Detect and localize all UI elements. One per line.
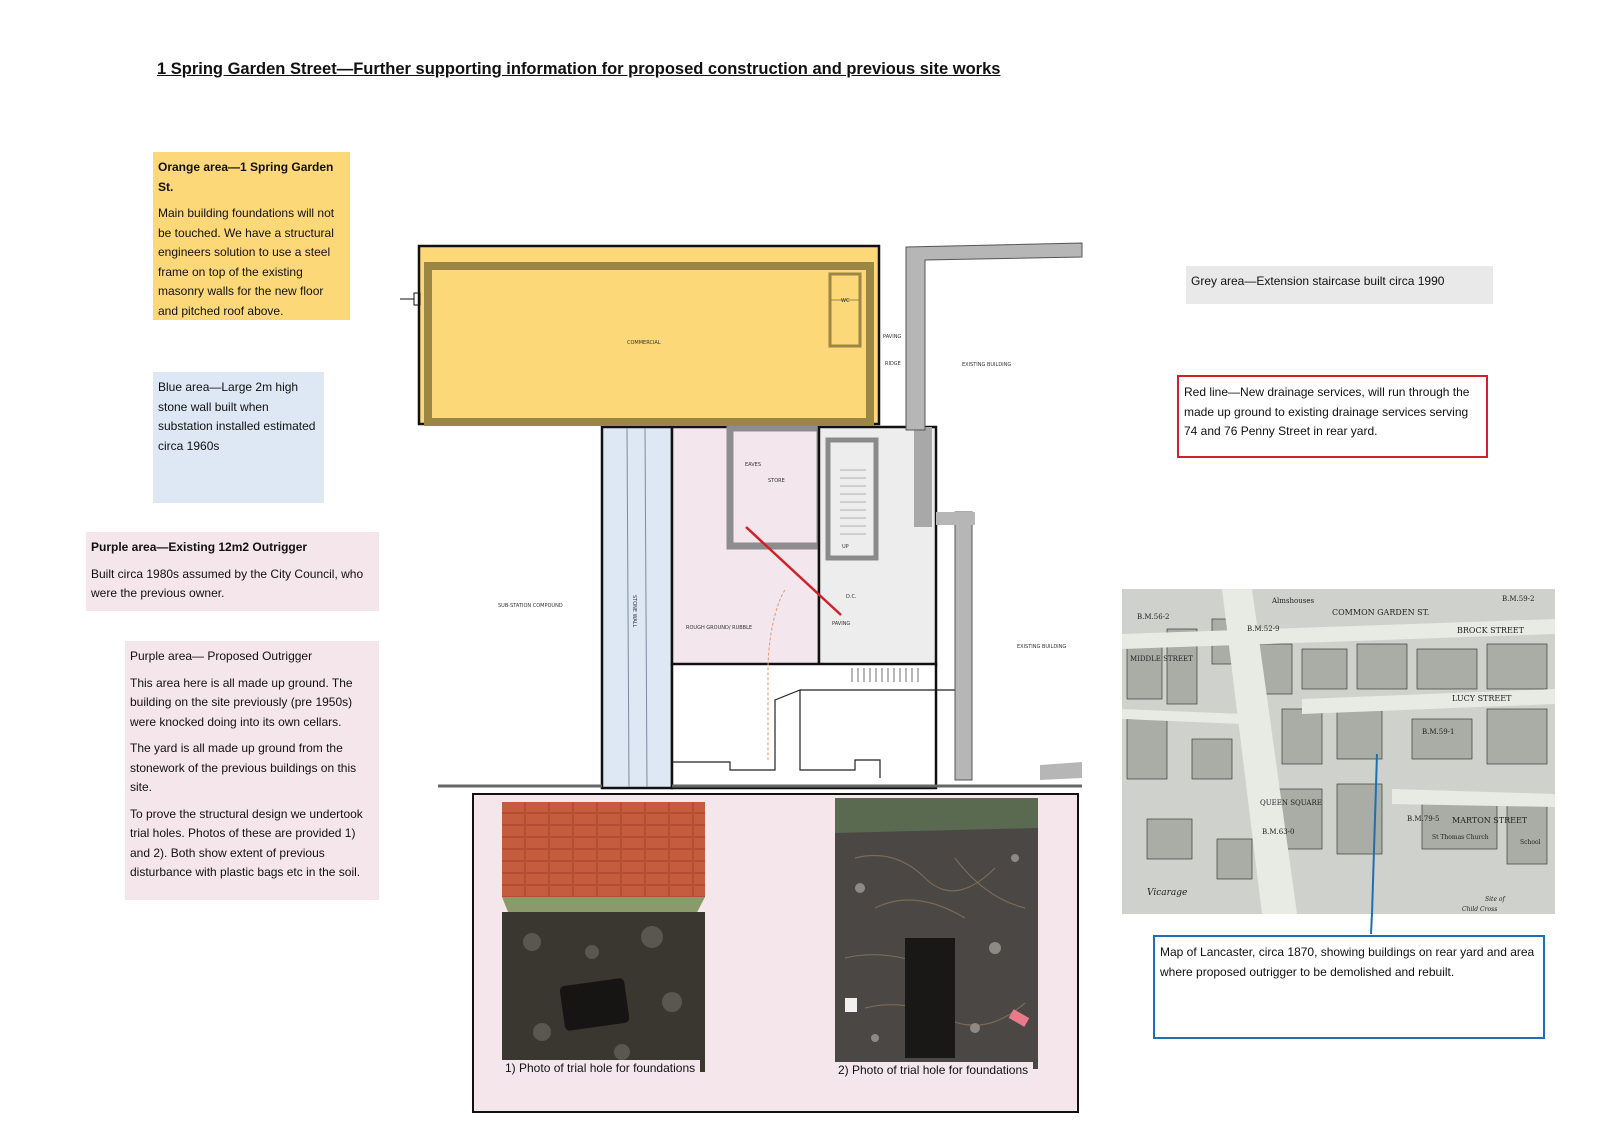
existing-building-label-1: EXISTING BUILDING (962, 362, 1012, 368)
map-note (1153, 935, 1545, 1039)
paving-label-2: PAVING (832, 621, 851, 627)
map-label-marton-street: MARTON STREET (1452, 816, 1528, 825)
photo-2-caption: 2) Photo of trial hole for foundations (833, 1062, 1033, 1078)
rough-ground-label: ROUGH GROUND/ RUBBLE (686, 625, 753, 631)
purple-existing-heading: Purple area—Existing 12m2 Outrigger (91, 540, 308, 554)
eaves-label: EAVES (745, 462, 762, 468)
map-label-st-thomas: St Thomas Church (1432, 834, 1489, 841)
existing-building-label-2: EXISTING BUILDING (1017, 644, 1067, 650)
dc-label: D.C. (846, 594, 857, 600)
map-label-bm1: B.M.56-2 (1137, 613, 1170, 621)
stone-wall-label: STONE WALL (631, 595, 637, 628)
photo-1-caption: 1) Photo of trial hole for foundations (500, 1060, 700, 1076)
map-label-common-garden-st: COMMON GARDEN ST. (1332, 608, 1430, 617)
map-label-brock-street: BROCK STREET (1457, 626, 1524, 635)
commercial-label: COMMERCIAL (627, 340, 661, 346)
trial-hole-photos-panel (472, 793, 1079, 1113)
red-note-body: Red line—New drainage services, will run through the made up ground to existing drainage services serving 74 and 76 Penny Street in rear yard. (1184, 385, 1470, 438)
map-label-bm3: B.M.59-1 (1422, 728, 1455, 736)
page-title: 1 Spring Garden Street—Further supporting information for proposed construction and previous site works (157, 60, 1001, 78)
map-label-bm5: B.M.79-5 (1407, 815, 1440, 823)
map-label-bm2: B.M.52-9 (1247, 625, 1280, 633)
map-label-bm4: B.M.63-0 (1262, 828, 1295, 836)
orange-note-heading: Orange area—1 Spring Garden St. (158, 160, 334, 194)
map-label-school: School (1520, 839, 1541, 846)
map-label-site-of: Site of (1485, 896, 1505, 903)
map-label-lucy-street: LUCY STREET (1452, 694, 1512, 703)
ridge-label: RIDGE (885, 361, 901, 367)
paving-label: PAVING (883, 334, 902, 340)
trial-hole-photo-2 (835, 798, 1038, 1069)
orange-note-body: Main building foundations will not be touched. We have a structural engineers solution to use a steel frame on top of the existing masonry walls for the new floor and pitched roof above. (158, 206, 335, 318)
map-label-vicarage: Vicarage (1147, 888, 1188, 898)
store-label: STORE (768, 478, 785, 484)
blue-note-body: Blue area—Large 2m high stone wall built when substation installed estimated circa 1960s (158, 380, 316, 453)
map-note-body: Map of Lancaster, circa 1870, showing buildings on rear yard and area where proposed outrigger to be demolished and rebuilt. (1160, 945, 1535, 979)
up-label: UP (842, 544, 849, 550)
purple-proposed-p3: To prove the structural design we undertook trial holes. Photos of these are provided 1) and 2). Both show extent of previous disturbance with plastic bags etc in the soil. (130, 806, 363, 879)
map-label-middle-street: MIDDLE STREET (1130, 655, 1193, 663)
purple-proposed-heading: Purple area— Proposed Outrigger (130, 649, 313, 663)
grey-note-body: Grey area—Extension staircase built circa 1990 (1191, 274, 1445, 288)
substation-label: SUB-STATION COMPOUND (498, 603, 563, 609)
map-label-queen-square: QUEEN SQUARE (1260, 799, 1322, 807)
map-label-almshouses: Almshouses (1272, 597, 1315, 605)
purple-existing-body: Built circa 1980s assumed by the City Council, who were the previous owner. (91, 566, 364, 600)
trial-hole-photo-1 (502, 802, 705, 1072)
wc-label: WC (841, 298, 850, 304)
purple-proposed-p1: This area here is all made up ground. The building on the site previously (pre 1950s) were knocked doing into its own cellars. (130, 675, 353, 729)
map-label-child-cross: Child Cross (1462, 906, 1498, 913)
map-label-bm6: B.M.59-2 (1502, 595, 1535, 603)
purple-proposed-p2: The yard is all made up ground from the stonework of the previous buildings on this site. (130, 741, 357, 794)
